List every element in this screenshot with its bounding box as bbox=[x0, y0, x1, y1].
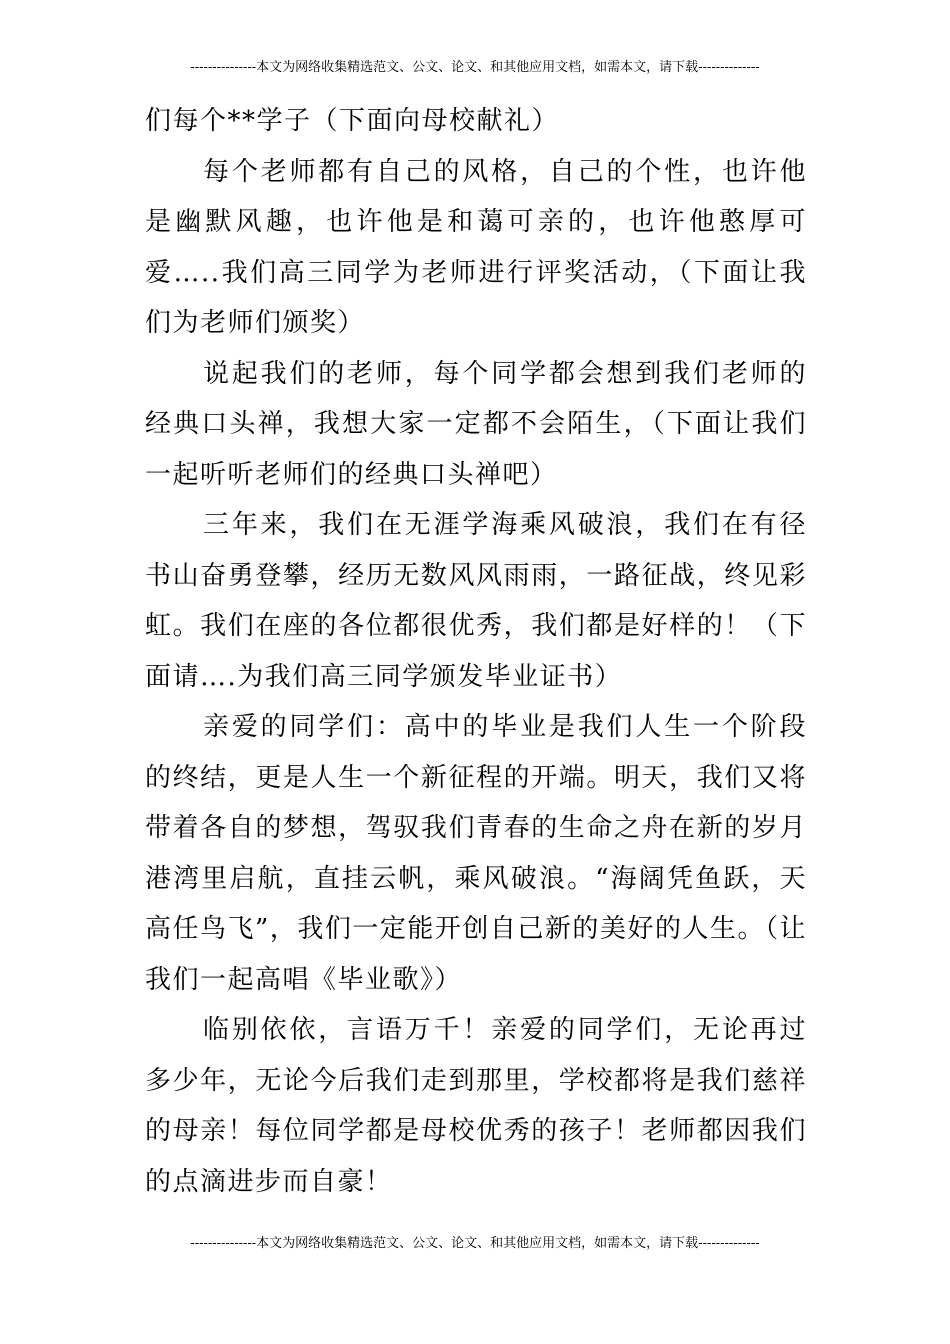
document-body bbox=[145, 96, 807, 1207]
paragraph-catchphrases: 说起我们的老师，每个同学都会想到我们老师的经典口头禅，我想大家一定都不会陌生，（下面让我们一起听听老师们的经典口头禅吧） bbox=[145, 358, 807, 490]
paragraph-farewell: 临别依依，言语万千！亲爱的同学们，无论再过多少年，无论今后我们走到那里，学校都将是我们慈祥的母亲！每位同学都是母校优秀的孩子！老师都因我们的点滴进步而自豪！ bbox=[145, 1015, 807, 1197]
paragraph-continuation: 们每个**学子（下面向母校献礼） bbox=[145, 106, 560, 136]
footer-banner: ---------------本文为网络收集精选范文、公文、论文、和其他应用文档，如需本文，请下载-------------- bbox=[190, 1236, 760, 1251]
header-banner: ---------------本文为网络收集精选范文、公文、论文、和其他应用文档，如需本文，请下载-------------- bbox=[190, 60, 760, 75]
paragraph-graduation: 亲爱的同学们：高中的毕业是我们人生一个阶段的终结，更是人生一个新征程的开端。明天，我们又将带着各自的梦想，驾驭我们青春的生命之舟在新的岁月港湾里启航，直挂云帆，乘风破浪。“海阔凭鱼跃，天高任鸟飞”，我们一定能开创自己新的美好的人生。（让我们一起高唱《毕业歌》） bbox=[145, 712, 807, 995]
paragraph-three-years: 三年来，我们在无涯学海乘风破浪，我们在有径书山奋勇登攀，经历无数风风雨雨，一路征战，终见彩虹。我们在座的各位都很优秀，我们都是好样的！（下面请….为我们高三同学颁发毕业证书） bbox=[145, 510, 807, 692]
paragraph-teacher-awards: 每个老师都有自己的风格，自己的个性，也许他是幽默风趣，也许他是和蔼可亲的，也许他憨厚可爱…..我们高三同学为老师进行评奖活动，（下面让我们为老师们颁奖） bbox=[145, 156, 807, 338]
